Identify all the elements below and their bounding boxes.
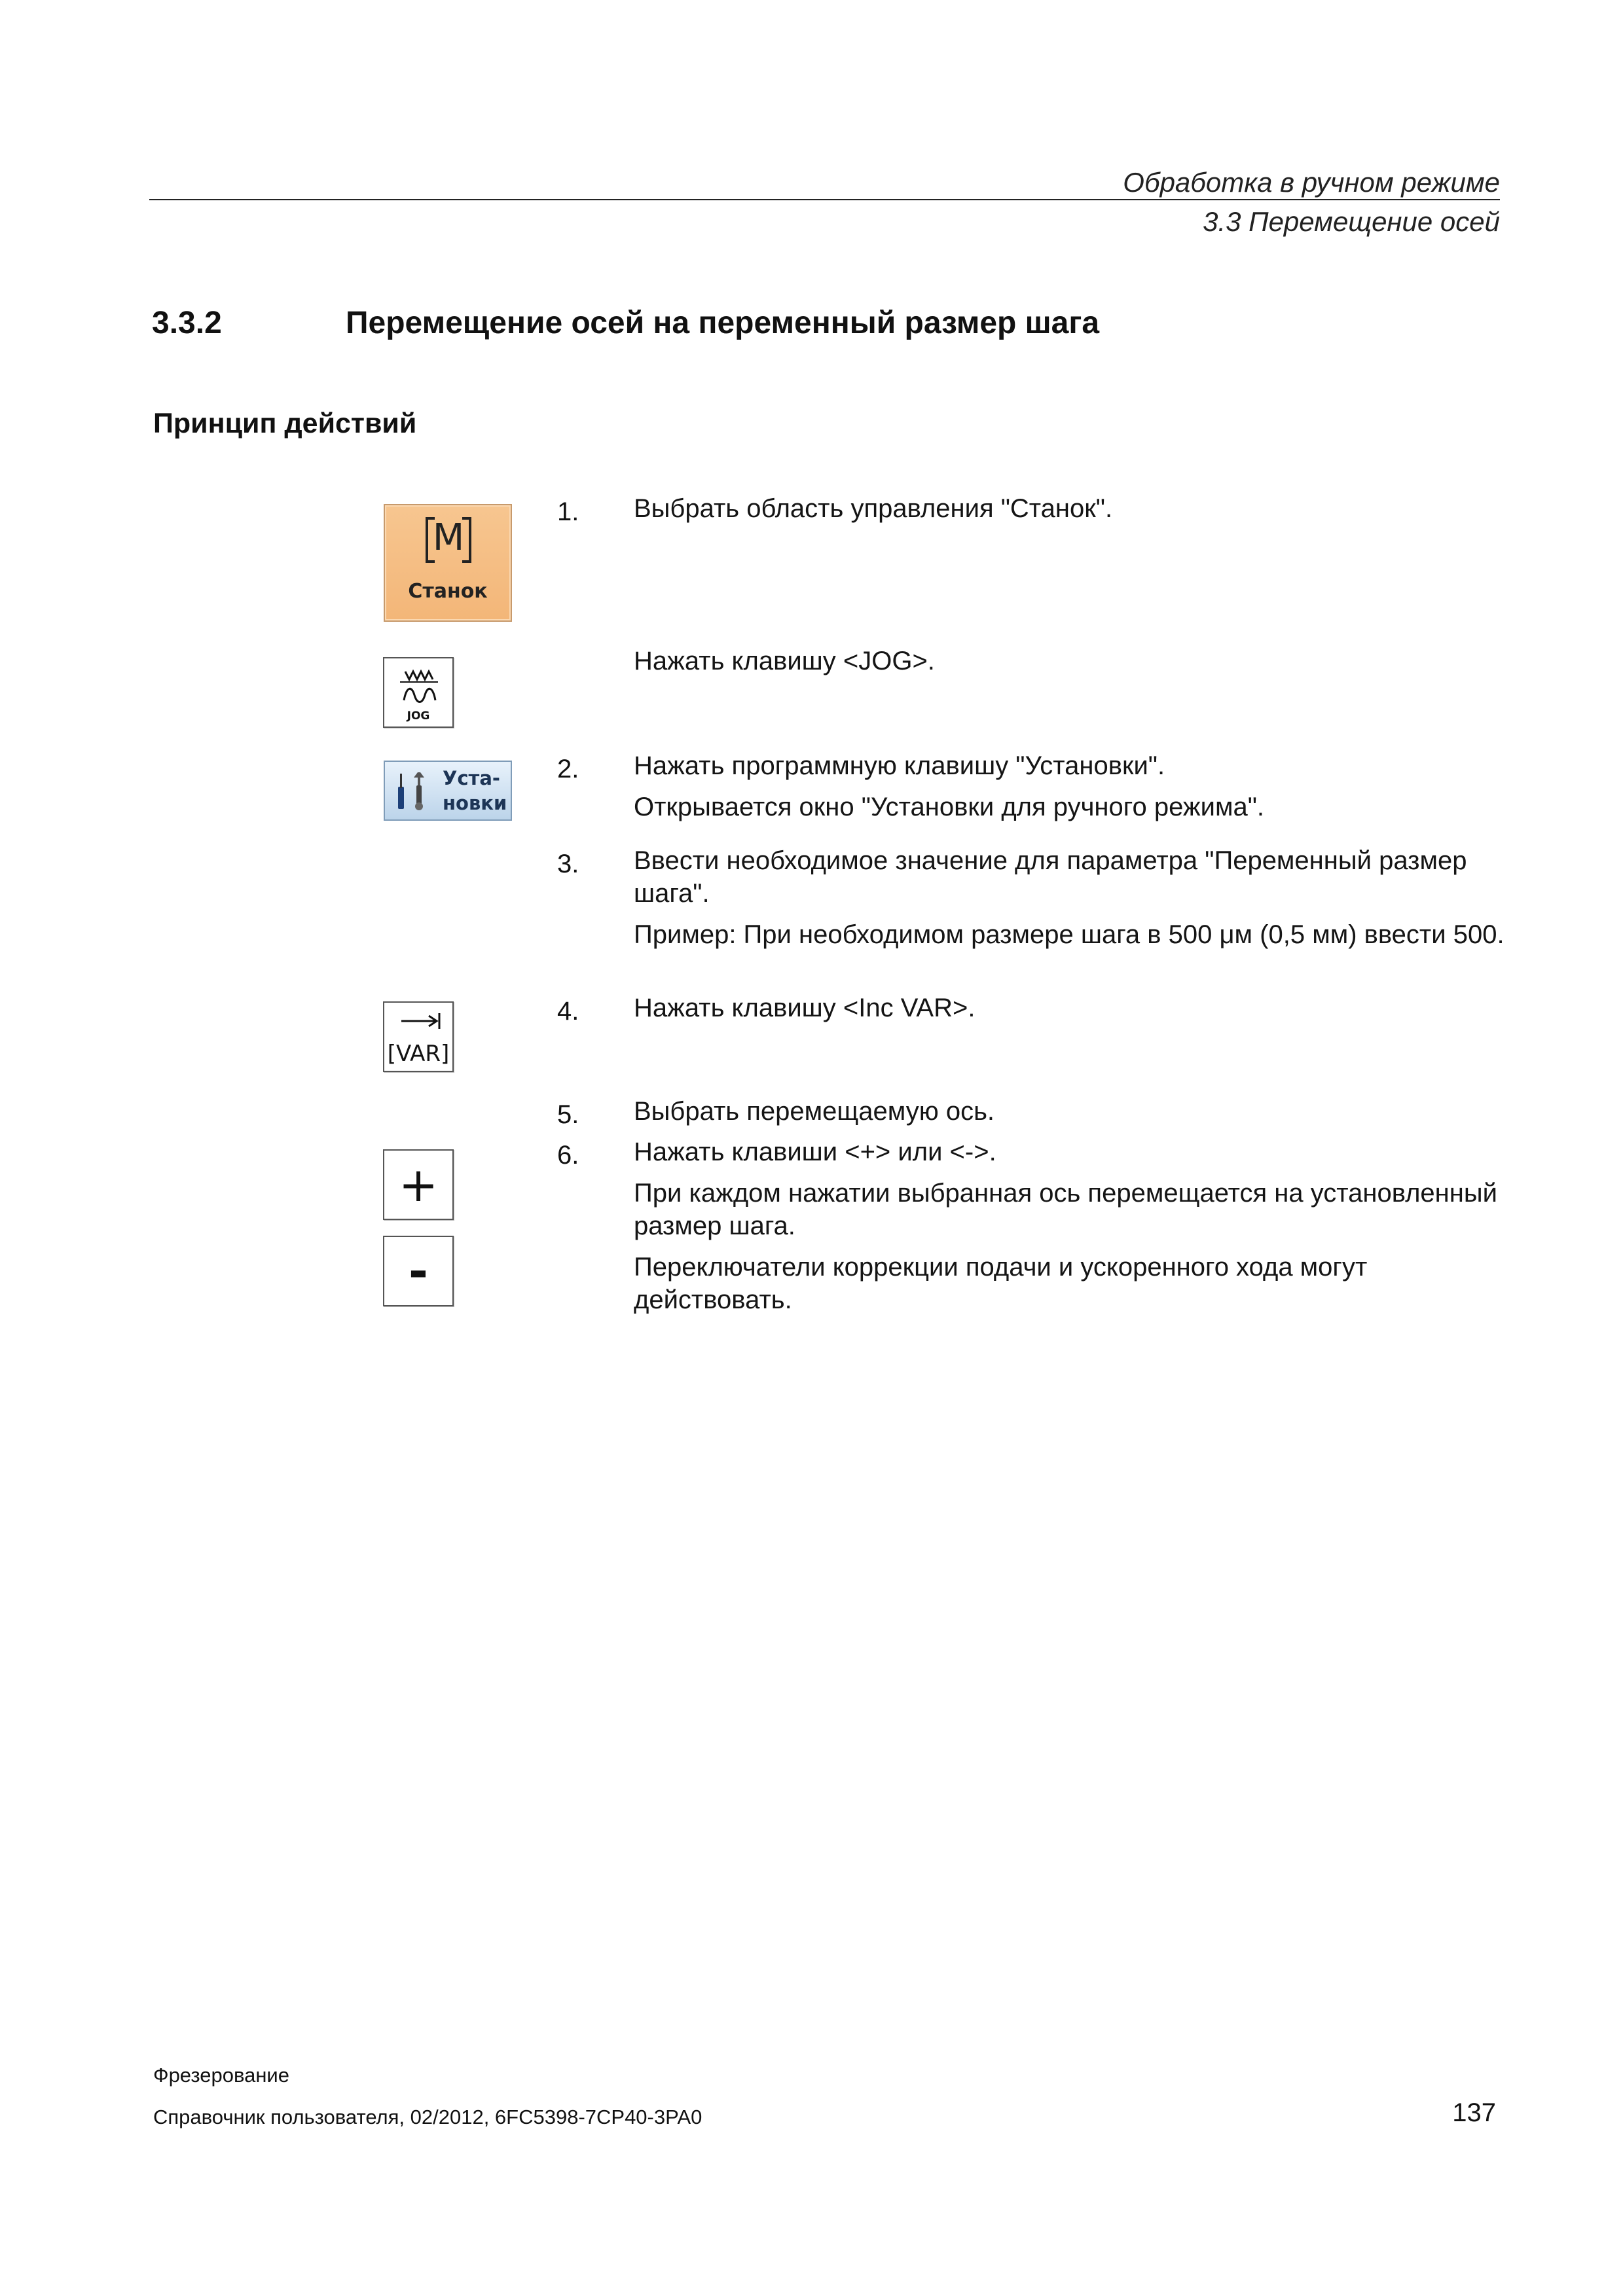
step-6-number: 6. bbox=[557, 1141, 579, 1170]
tools-icon bbox=[389, 766, 441, 818]
step-6-text: Нажать клавиши <+> или <->. bbox=[634, 1138, 996, 1166]
footer-product: Фрезерование bbox=[153, 2064, 289, 2087]
step-5-text: Выбрать перемещаемую ось. bbox=[634, 1097, 995, 1126]
step-5-number: 5. bbox=[557, 1100, 579, 1129]
machine-icon-label: Станок bbox=[408, 580, 488, 603]
step-6-note-2: Переключатели коррекции подачи и ускоренного хода могут действовать. bbox=[634, 1253, 1368, 1314]
page-number: 137 bbox=[1452, 2098, 1496, 2127]
inc-var-key-label: [VAR] bbox=[387, 1041, 450, 1067]
plus-key-icon bbox=[383, 1149, 454, 1220]
subheading: Принцип действий bbox=[153, 408, 417, 439]
settings-label-line1: Уста- bbox=[443, 767, 500, 789]
jog-key-label: JOG bbox=[407, 709, 430, 723]
step-3-text: Ввести необходимое значение для параметра "Переменный размер шага". bbox=[634, 846, 1467, 908]
plus-glyph: + bbox=[398, 1157, 439, 1212]
step-3-note: Пример: При необходимом размере шага в 500 μм (0,5 мм) ввести 500. bbox=[634, 920, 1504, 949]
step-4-number: 4. bbox=[557, 997, 579, 1026]
step-1-number: 1. bbox=[557, 497, 579, 526]
section-title: Перемещение осей на переменный размер шага bbox=[346, 306, 1100, 340]
minus-key-icon bbox=[383, 1236, 454, 1306]
step-2-note: Открывается окно "Установки для ручного режима". bbox=[634, 793, 1265, 821]
step-6-note: При каждом нажатии выбранная ось перемещается на установленный размер шага. bbox=[634, 1179, 1497, 1240]
settings-label-line2: новки bbox=[443, 792, 507, 814]
footer-document: Справочник пользователя, 02/2012, 6FC5398-7CP40-3PA0 bbox=[153, 2106, 702, 2128]
inc-var-key-icon bbox=[383, 1001, 454, 1072]
header-rule bbox=[149, 199, 1500, 200]
running-header-section: 3.3 Перемещение осей bbox=[1203, 206, 1500, 237]
settings-softkey-label bbox=[443, 766, 507, 816]
arrow-to-stop-icon bbox=[384, 1004, 452, 1037]
step-3-number: 3. bbox=[557, 850, 579, 878]
step-2-number: 2. bbox=[557, 755, 579, 783]
machine-m-glyph: M bbox=[426, 517, 471, 560]
step-1b-text: Нажать клавишу <JOG>. bbox=[634, 647, 935, 675]
step-4-text: Нажать клавишу <Inc VAR>. bbox=[634, 994, 976, 1022]
step-2-text: Нажать программную клавишу "Установки". bbox=[634, 751, 1165, 780]
running-header-chapter: Обработка в ручном режиме bbox=[1123, 167, 1500, 198]
minus-glyph: - bbox=[409, 1244, 428, 1299]
settings-softkey-icon bbox=[384, 761, 512, 821]
jog-wave-icon bbox=[384, 662, 452, 715]
step-1-text: Выбрать область управления "Станок". bbox=[634, 494, 1113, 523]
machine-area-icon bbox=[384, 504, 512, 622]
jog-key-icon bbox=[383, 657, 454, 728]
section-number: 3.3.2 bbox=[152, 306, 222, 340]
